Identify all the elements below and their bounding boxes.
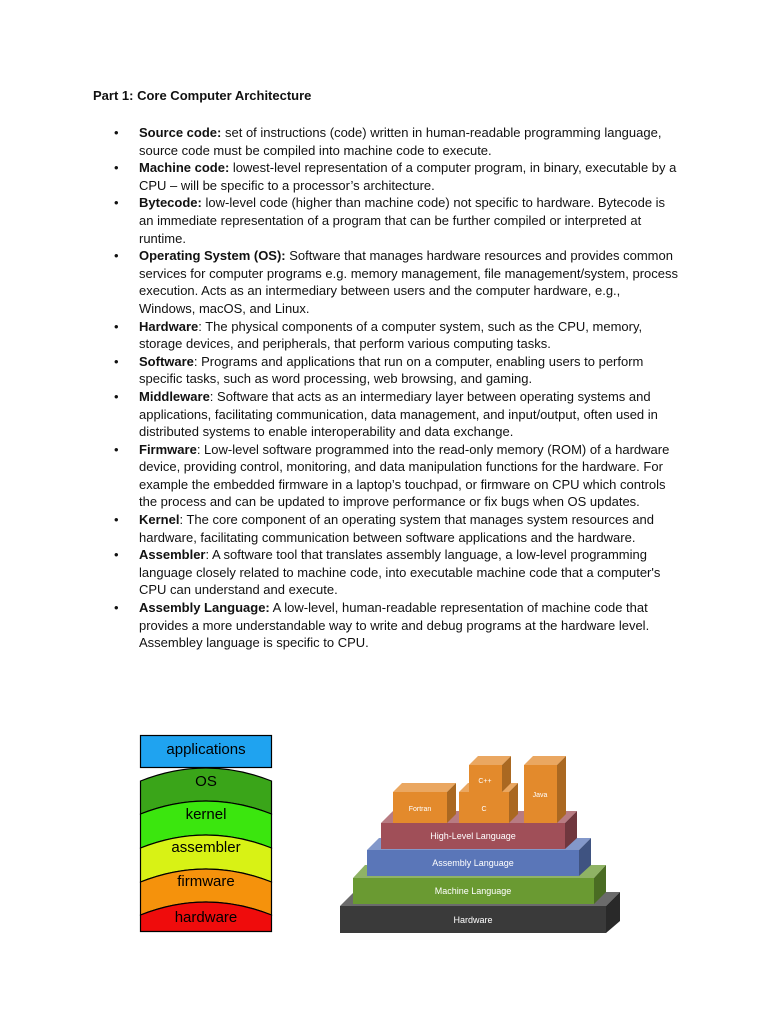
term-label: Machine code: bbox=[139, 160, 230, 176]
language-pyramid-diagram bbox=[338, 752, 628, 938]
java-block bbox=[524, 756, 566, 823]
term-label: Operating System (OS): bbox=[139, 248, 286, 264]
bullet-icon: • bbox=[114, 160, 119, 176]
term-label: Bytecode: bbox=[139, 195, 202, 211]
bullet-icon: • bbox=[114, 388, 119, 404]
list-item bbox=[0, 194, 768, 247]
block-label: C bbox=[481, 806, 487, 813]
term-definition: low-level code (higher than machine code) not specific to hardware. Bytecode is an immediate representation of a program that can be further compiled or interpreted at runtime. bbox=[139, 195, 666, 246]
bullet-icon: • bbox=[114, 441, 119, 457]
bullet-icon: • bbox=[114, 195, 119, 211]
term-definition: Software that manages hardware resources and provides common services for computer programs e.g. memory management, file management/system, process execution. Acts as an intermediary between users and the computer hardware, e.g., Windows, macOS, and Linux. bbox=[139, 248, 678, 316]
list-item bbox=[0, 159, 768, 194]
list-item bbox=[0, 318, 768, 353]
list-item bbox=[0, 247, 768, 317]
list-item bbox=[0, 388, 768, 441]
term-label: Software bbox=[139, 353, 194, 369]
term-label: Kernel bbox=[139, 512, 180, 528]
term-label: Middleware bbox=[139, 388, 210, 404]
term-label: Assembly Language: bbox=[139, 600, 270, 616]
layer-label: kernel bbox=[185, 806, 227, 823]
bullet-icon: • bbox=[114, 125, 119, 140]
section-heading: Part 1: Core Computer Architecture bbox=[93, 88, 312, 103]
list-item bbox=[0, 124, 768, 159]
term-label: Hardware bbox=[139, 318, 199, 334]
fortran-block bbox=[393, 783, 456, 823]
bullet-icon: • bbox=[114, 547, 119, 563]
term-definition: lowest-level representation of a computer program, in binary, executable by a CPU – will be specific to a processor’s architecture. bbox=[139, 160, 677, 193]
list-item bbox=[0, 546, 768, 599]
block-label: Fortran bbox=[408, 806, 432, 813]
term-definition: : The physical components of a computer system, such as the CPU, memory, storage devices, and peripherals, that perform various computing tasks. bbox=[139, 318, 643, 352]
list-item bbox=[0, 353, 768, 388]
term-definition: set of instructions (code) written in human-readable programming language, source code must be compiled into machine code to execute. bbox=[139, 125, 662, 158]
bullet-icon: • bbox=[114, 248, 119, 264]
bullet-icon: • bbox=[114, 512, 119, 528]
term-definition: : Low-level software programmed into the read-only memory (ROM) of a hardware device, providing control, monitoring, and data manipulation functions for the hardware. For example the embedded firmware in a laptop’s touchpad, or firmware on CPU which controls the process and can be updated to improve performance or fix bugs when OS updates. bbox=[139, 441, 670, 510]
cpp-block bbox=[469, 756, 511, 792]
level-label: High-Level Language bbox=[430, 831, 516, 841]
term-definition: : Programs and applications that run on a computer, enabling users to perform specific tasks, such as word processing, web browsing, and gaming. bbox=[139, 353, 644, 387]
level-label: Hardware bbox=[453, 915, 493, 925]
term-label: Assembler bbox=[139, 547, 206, 563]
layer-label: OS bbox=[195, 773, 217, 790]
term-definition: A low-level, human-readable representation of machine code that provides a more understandable way to write and debug programs at the hardware level. Assembley language is specific to CPU. bbox=[139, 600, 650, 651]
term-definition: : The core component of an operating system that manages system resources and hardware, facilitating communication between software applications and the hardware. bbox=[139, 512, 654, 545]
block-label: Java bbox=[532, 792, 548, 799]
layer-stack-diagram bbox=[139, 734, 273, 933]
term-label: Firmware bbox=[139, 441, 197, 457]
bullet-icon: • bbox=[114, 600, 119, 616]
definition-list bbox=[0, 124, 768, 652]
list-item bbox=[0, 511, 768, 546]
bullet-icon: • bbox=[114, 353, 119, 369]
bullet-icon: • bbox=[114, 318, 119, 334]
layer-label: assembler bbox=[171, 839, 241, 856]
block-label: C++ bbox=[478, 778, 492, 785]
term-definition: : Software that acts as an intermediary layer between operating systems and applications, facilitating communication, data management, and input/output, often used in distributed systems to enable interoperability and data exchange. bbox=[139, 388, 658, 440]
list-item bbox=[0, 599, 768, 652]
level-label: Machine Language bbox=[434, 886, 512, 896]
layer-label: applications bbox=[166, 741, 246, 758]
list-item bbox=[0, 441, 768, 511]
layer-label: hardware bbox=[174, 909, 238, 926]
term-definition: : A software tool that translates assembly language, a low-level programming language closely related to machine code, into executable machine code that a computer's CPU can understand and execute. bbox=[139, 547, 661, 598]
layer-label: firmware bbox=[177, 873, 235, 890]
term-label: Source code: bbox=[139, 125, 222, 140]
level-label: Assembly Language bbox=[432, 858, 514, 868]
